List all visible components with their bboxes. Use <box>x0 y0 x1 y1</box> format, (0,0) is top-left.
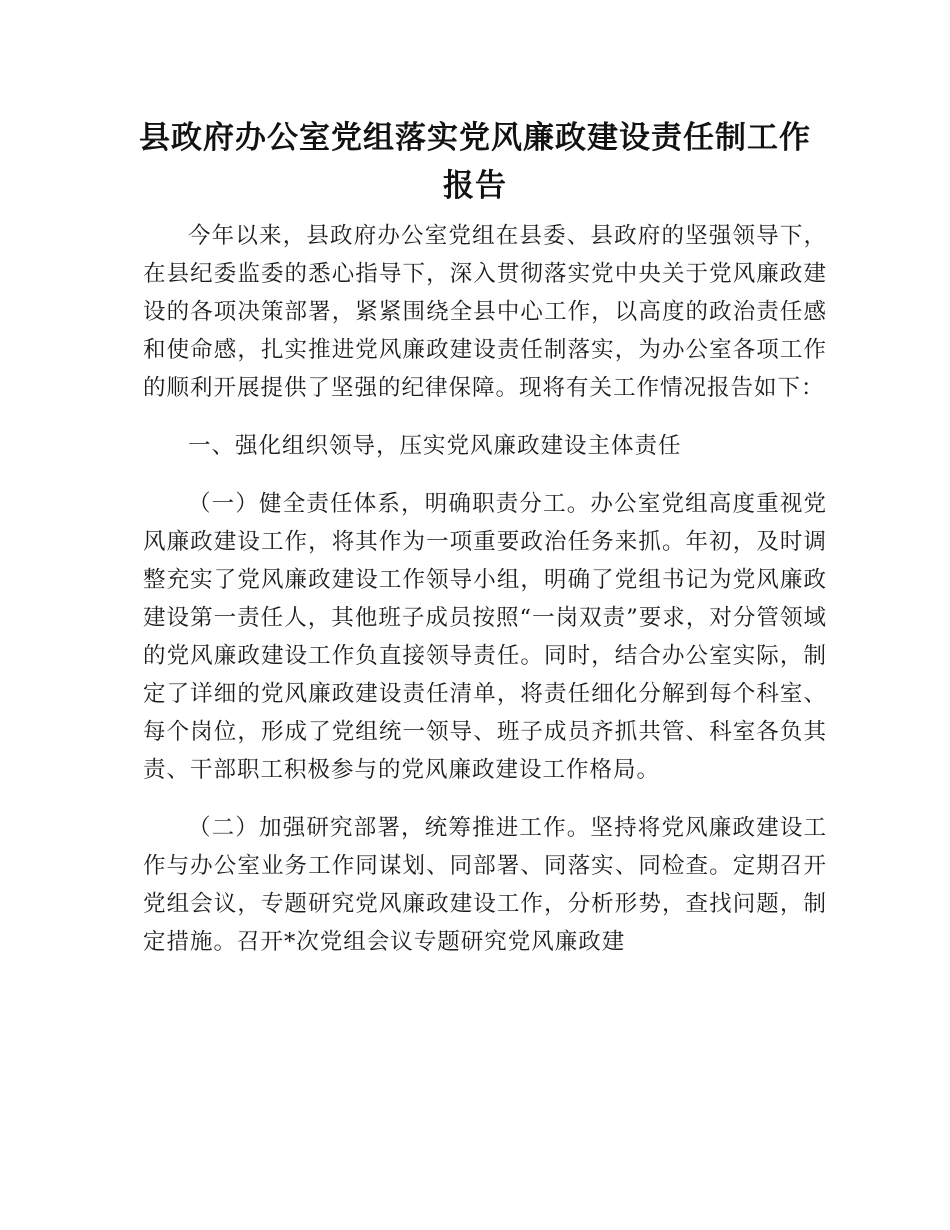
intro-paragraph: 今年以来，县政府办公室党组在县委、县政府的坚强领导下，在县纪委监委的悉心指导下，深入贯彻落实党中央关于党风廉政建设的各项决策部署，紧紧围绕全县中心工作，以高度的政治责任感和使命感，扎实推进党风廉政建设责任制落实，为办公室各项工作的顺利开展提供了坚强的纪律保障。现将有关工作情况报告如下： <box>143 223 827 401</box>
paragraph-1-1: （一）健全责任体系，明确职责分工。办公室党组高度重视党风廉政建设工作，将其作为一项重要政治任务来抓。年初，及时调整充实了党风廉政建设工作领导小组，明确了党组书记为党风廉政建设第一责任人，其他班子成员按照“一岗双责”要求，对分管领域的党风廉政建设工作负直接领导责任。同时，结合办公室实际，制定了详细的党风廉政建设责任清单，将责任细化分解到每个科室、每个岗位，形成了党组统一领导、班子成员齐抓共管、科室各负其责、干部职工积极参与的党风廉政建设工作格局。 <box>143 491 827 783</box>
paragraph-1-2: （二）加强研究部署，统筹推进工作。坚持将党风廉政建设工作与办公室业务工作同谋划、同部署、同落实、同检查。定期召开党组会议，专题研究党风廉政建设工作，分析形势，查找问题，制定措施。召开*次党组会议专题研究党风廉政建 <box>143 815 827 955</box>
document-body <box>143 217 827 961</box>
section-heading-1: 一、强化组织领导，压实党风廉政建设主体责任 <box>188 433 682 459</box>
document-title: 县政府办公室党组落实党风廉政建设责任制工作报告 <box>139 120 811 204</box>
